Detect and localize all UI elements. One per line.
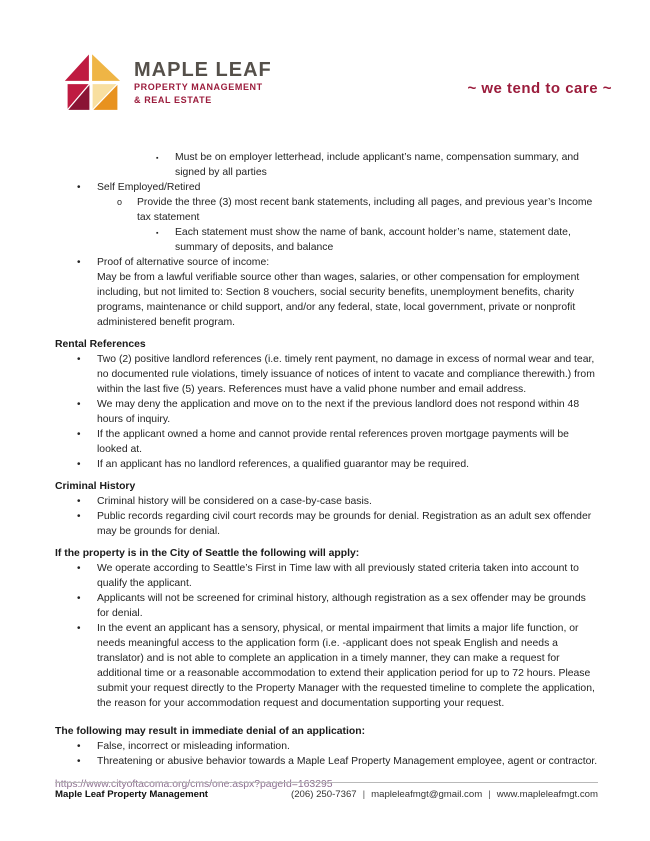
bullet-marker: ▪ <box>156 155 159 162</box>
bullet-marker: • <box>77 563 81 574</box>
footer-separator: | <box>488 789 491 800</box>
list-item-text: We operate according to Seattle’s First in Time law with all previously stated criteria taken into account to qualify the applicant. <box>97 563 579 589</box>
footer-separator: | <box>362 789 366 800</box>
company-tagline: ~ we tend to care ~ <box>467 80 612 97</box>
list-item-text: Provide the three (3) most recent bank statements, including all pages, and previous year’s Income tax statement <box>137 197 593 223</box>
bullet-marker: • <box>77 741 81 752</box>
section-heading: If the property is in the City of Seattle the following will apply: <box>55 548 360 559</box>
bullet-marker: • <box>77 496 81 507</box>
bullet-marker: ▪ <box>156 230 159 237</box>
footer-contact-info <box>291 789 598 800</box>
section-heading: The following may result in immediate denial of an application: <box>55 726 366 737</box>
list-item <box>55 591 598 621</box>
roof-right-shape <box>92 53 122 82</box>
list-item-text: In the event an applicant has a sensory, physical, or mental impairment that limits a major life function, or needs meaningful access to the application form (i.e. -applicant does not speak English and needs a translator) and is not able to complete an application in a timely manner, they can make a request for additional time or a reasonable accommodation to extend their application period for up to 72 hours. Please submit your request directly to the Property Manager with the requested timeline to complete the application, the reason for your accommodation request and documentation supporting your request. <box>97 623 595 709</box>
bullet-marker: • <box>77 459 81 470</box>
page-footer <box>55 782 598 800</box>
list-item <box>55 561 598 591</box>
bullet-marker: • <box>77 257 81 268</box>
bullet-marker: • <box>77 511 81 522</box>
bullet-marker: o <box>117 197 123 207</box>
list-item-text: Threatening or abusive behavior towards a Maple Leaf Property Management employee, agent or contractor. <box>97 756 598 767</box>
list-item-text: Applicants will not be screened for criminal history, although registration as a sex offender may be grounds for denial. <box>97 593 586 619</box>
list-item <box>55 457 598 472</box>
list-item <box>55 494 598 509</box>
logo-title: MAPLE LEAF <box>134 59 272 81</box>
list-item-text: Two (2) positive landlord references (i.e. timely rent payment, no damage in excess of normal wear and tear, no documented rule violations, timely issuance of notices of intent to vacate and compliance therewith.) from within the last five (5) years. References must have a valid phone number and email address. <box>97 354 595 395</box>
list-item <box>55 739 598 754</box>
list-item <box>55 150 598 180</box>
bullet-marker: • <box>77 593 81 604</box>
bullet-marker: • <box>77 399 81 410</box>
roof-left-shape <box>64 53 90 82</box>
logo-subtitle-property-management: PROPERTY MANAGEMENT <box>134 82 263 92</box>
bullet-marker: • <box>77 623 81 634</box>
bullet-marker: • <box>77 354 81 365</box>
list-item-text: False, incorrect or misleading information. <box>97 741 290 752</box>
section-heading: Criminal History <box>55 481 136 492</box>
list-item <box>55 225 598 255</box>
company-logo <box>63 52 272 112</box>
bullet-marker: • <box>77 429 81 440</box>
section-heading: Rental References <box>55 339 146 350</box>
list-item <box>55 621 598 711</box>
list-item-text: Self Employed/Retired <box>97 182 201 193</box>
footer-company-name: Maple Leaf Property Management <box>55 789 209 800</box>
list-item <box>55 180 598 195</box>
list-item-text: We may deny the application and move on to the next if the previous landlord does not respond within 48 hours of inquiry. <box>97 399 580 425</box>
list-item-text: If the applicant owned a home and cannot provide rental references proven mortgage payments will be looked at. <box>97 429 569 455</box>
list-item-text: Criminal history will be considered on a case-by-case basis. <box>97 496 372 507</box>
list-item <box>55 427 598 457</box>
list-item <box>55 397 598 427</box>
list-item-text: Public records regarding civil court records may be grounds for denial. Registration as an adult sex offender may be grounds for denial. <box>97 511 592 537</box>
list-item <box>55 754 598 769</box>
list-item <box>55 509 598 539</box>
logo-subtitle-real-estate: & REAL ESTATE <box>134 94 212 105</box>
cityoftacoma-link[interactable]: https://www.cityoftacoma.org/cms/one.aspx?pageId=163295 <box>55 779 333 790</box>
list-item <box>55 195 598 225</box>
list-item <box>55 255 598 270</box>
list-item-text: Each statement must show the name of bank, account holder’s name, statement date, summary of deposits, and balance <box>175 227 571 253</box>
list-item-continuation: May be from a lawful verifiable source other than wages, salaries, or other compensation for employment including, but not limited to: Section 8 vouchers, social security benefits, unemployment benefits, charity programs, maintenance or child support, and/or any federal, state, local government, private or nonprofit administered benefit program. <box>97 272 580 328</box>
list-item-text: If an applicant has no landlord references, a qualified guarantor may be required. <box>97 459 469 470</box>
footer-phone: (206) 250-7367 <box>291 789 357 800</box>
maple-leaf-house-icon <box>63 52 123 112</box>
list-item-text: Proof of alternative source of income: <box>97 257 270 268</box>
bullet-marker: • <box>77 756 81 767</box>
document-body <box>55 150 598 792</box>
list-item <box>55 352 598 397</box>
logo-text <box>134 52 272 106</box>
bullet-marker: • <box>77 182 81 193</box>
footer-email: mapleleafmgt@gmail.com <box>371 789 483 800</box>
list-item-text: Must be on employer letterhead, include applicant’s name, compensation summary, and signed by all parties <box>175 152 579 178</box>
footer-website: www.mapleleafmgt.com <box>496 789 598 800</box>
